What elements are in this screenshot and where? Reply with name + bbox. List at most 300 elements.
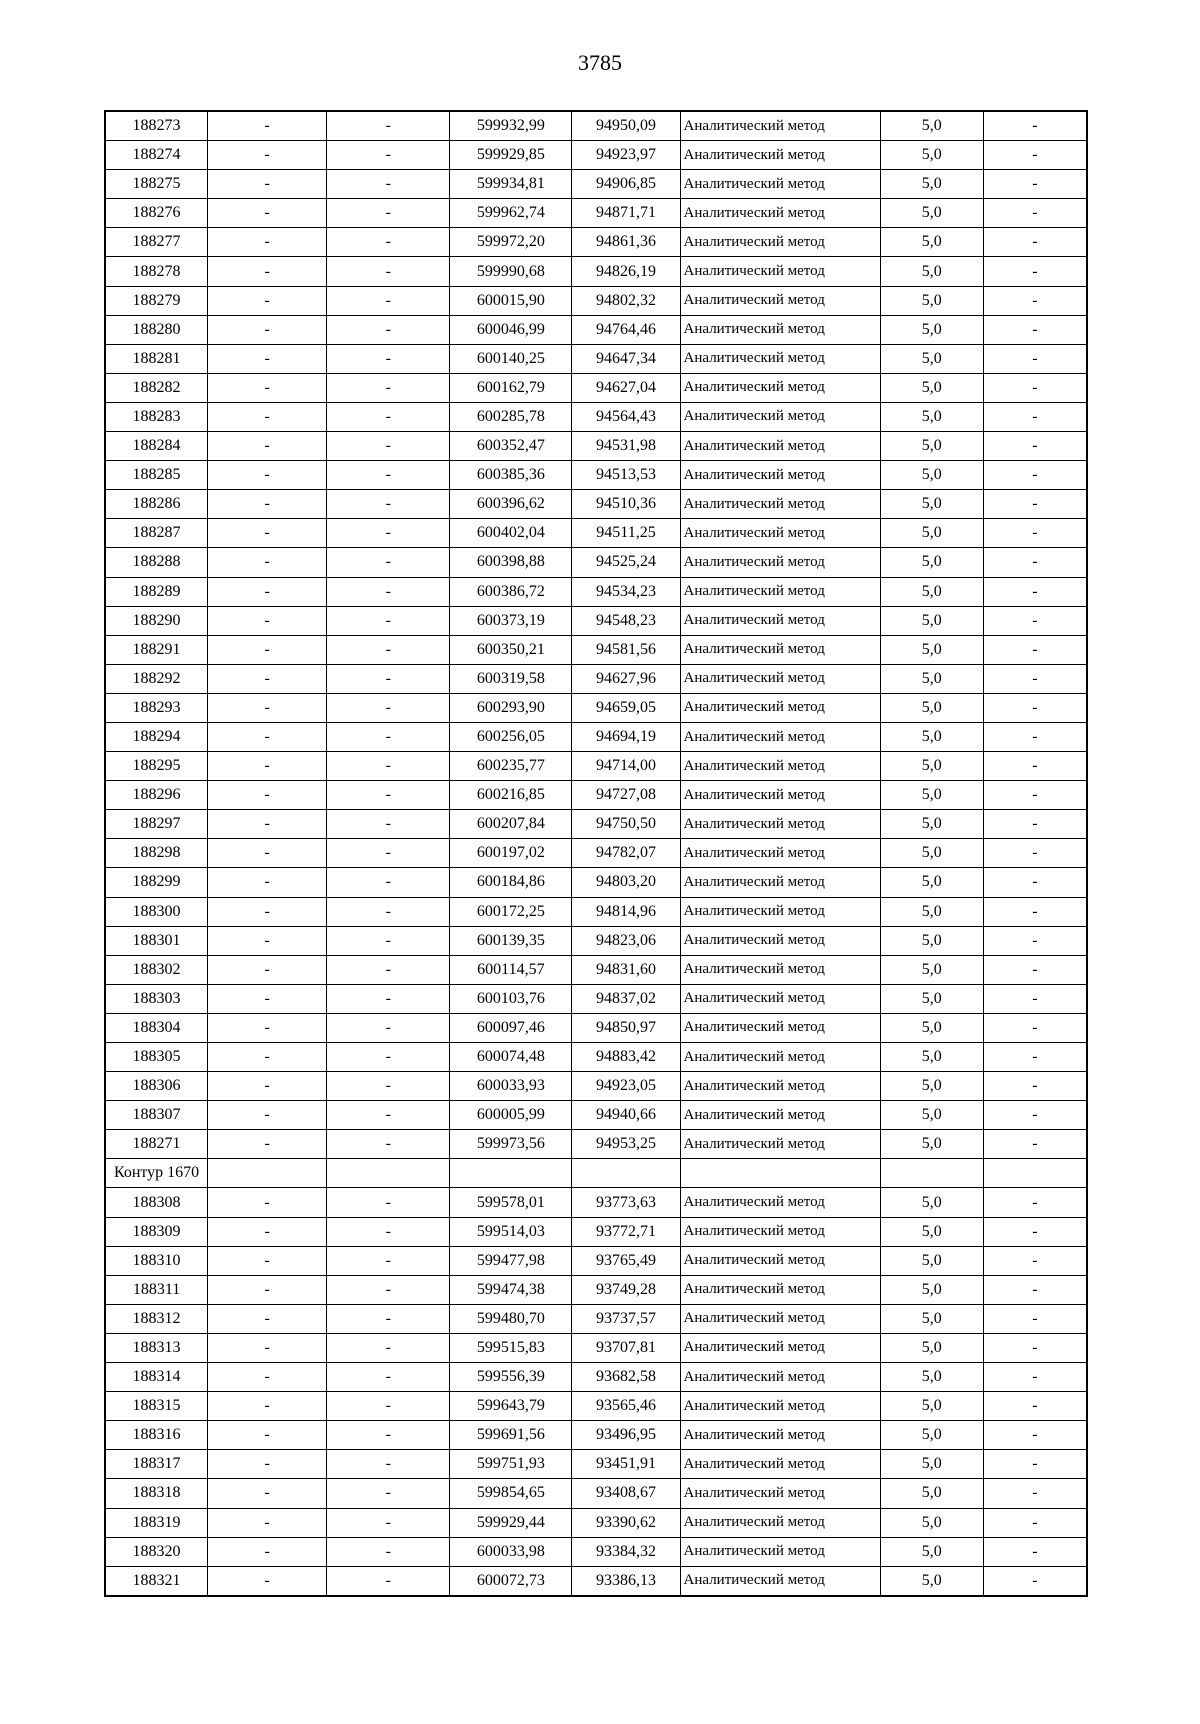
empty-cell <box>450 1159 572 1188</box>
point-id-cell: 188291 <box>105 635 208 664</box>
method-cell: Аналитический метод <box>680 1246 880 1275</box>
dash-cell: - <box>208 1275 327 1304</box>
dash-cell: - <box>208 1304 327 1333</box>
x-coordinate-cell: 600072,73 <box>450 1566 572 1596</box>
y-coordinate-cell: 93390,62 <box>572 1508 680 1537</box>
y-coordinate-cell: 94883,42 <box>572 1043 680 1072</box>
precision-cell: 5,0 <box>880 693 983 722</box>
x-coordinate-cell: 600352,47 <box>450 432 572 461</box>
dash-cell: - <box>208 286 327 315</box>
dash-cell: - <box>327 1304 450 1333</box>
dash-cell: - <box>327 490 450 519</box>
precision-cell: 5,0 <box>880 926 983 955</box>
y-coordinate-cell: 93384,32 <box>572 1537 680 1566</box>
dash-cell: - <box>327 984 450 1013</box>
dash-cell: - <box>983 897 1087 926</box>
x-coordinate-cell: 600398,88 <box>450 548 572 577</box>
dash-cell: - <box>327 1072 450 1101</box>
dash-cell: - <box>983 490 1087 519</box>
dash-cell: - <box>327 111 450 141</box>
y-coordinate-cell: 94923,97 <box>572 141 680 170</box>
precision-cell: 5,0 <box>880 1508 983 1537</box>
dash-cell: - <box>327 722 450 751</box>
method-cell: Аналитический метод <box>680 868 880 897</box>
x-coordinate-cell: 600285,78 <box>450 402 572 431</box>
dash-cell: - <box>327 810 450 839</box>
method-cell: Аналитический метод <box>680 286 880 315</box>
table-row <box>105 402 1087 431</box>
point-id-cell: 188311 <box>105 1275 208 1304</box>
point-id-cell: 188298 <box>105 839 208 868</box>
y-coordinate-cell: 94831,60 <box>572 955 680 984</box>
x-coordinate-cell: 600162,79 <box>450 373 572 402</box>
dash-cell: - <box>983 1304 1087 1333</box>
dash-cell: - <box>327 1101 450 1130</box>
method-cell: Аналитический метод <box>680 1537 880 1566</box>
precision-cell: 5,0 <box>880 897 983 926</box>
dash-cell: - <box>327 1363 450 1392</box>
table-row <box>105 839 1087 868</box>
table-row <box>105 111 1087 141</box>
precision-cell: 5,0 <box>880 722 983 751</box>
table-row <box>105 170 1087 199</box>
point-id-cell: 188319 <box>105 1508 208 1537</box>
point-id-cell: 188275 <box>105 170 208 199</box>
point-id-cell: 188316 <box>105 1421 208 1450</box>
x-coordinate-cell: 600033,98 <box>450 1537 572 1566</box>
dash-cell: - <box>208 781 327 810</box>
dash-cell: - <box>327 432 450 461</box>
table-row <box>105 722 1087 751</box>
precision-cell: 5,0 <box>880 286 983 315</box>
dash-cell: - <box>983 810 1087 839</box>
method-cell: Аналитический метод <box>680 606 880 635</box>
dash-cell: - <box>327 839 450 868</box>
y-coordinate-cell: 94750,50 <box>572 810 680 839</box>
x-coordinate-cell: 600256,05 <box>450 722 572 751</box>
dash-cell: - <box>983 955 1087 984</box>
y-coordinate-cell: 94802,32 <box>572 286 680 315</box>
dash-cell: - <box>327 519 450 548</box>
method-cell: Аналитический метод <box>680 490 880 519</box>
point-id-cell: 188312 <box>105 1304 208 1333</box>
dash-cell: - <box>208 111 327 141</box>
dash-cell: - <box>983 548 1087 577</box>
precision-cell: 5,0 <box>880 752 983 781</box>
dash-cell: - <box>208 752 327 781</box>
table-row <box>105 1246 1087 1275</box>
dash-cell: - <box>983 257 1087 286</box>
x-coordinate-cell: 600046,99 <box>450 315 572 344</box>
table-row <box>105 955 1087 984</box>
point-id-cell: 188305 <box>105 1043 208 1072</box>
point-id-cell: 188310 <box>105 1246 208 1275</box>
dash-cell: - <box>208 1421 327 1450</box>
x-coordinate-cell: 600103,76 <box>450 984 572 1013</box>
table-row <box>105 1188 1087 1217</box>
dash-cell: - <box>327 1130 450 1159</box>
dash-cell: - <box>208 344 327 373</box>
x-coordinate-cell: 599929,85 <box>450 141 572 170</box>
dash-cell: - <box>208 606 327 635</box>
table-row <box>105 228 1087 257</box>
precision-cell: 5,0 <box>880 1101 983 1130</box>
dash-cell: - <box>208 635 327 664</box>
x-coordinate-cell: 599514,03 <box>450 1217 572 1246</box>
y-coordinate-cell: 94871,71 <box>572 199 680 228</box>
section-label: Контур 1670 <box>105 1159 208 1188</box>
table-row <box>105 1333 1087 1362</box>
dash-cell: - <box>983 752 1087 781</box>
table-row <box>105 373 1087 402</box>
precision-cell: 5,0 <box>880 1043 983 1072</box>
point-id-cell: 188292 <box>105 664 208 693</box>
precision-cell: 5,0 <box>880 839 983 868</box>
dash-cell: - <box>208 664 327 693</box>
dash-cell: - <box>327 1275 450 1304</box>
x-coordinate-cell: 599474,38 <box>450 1275 572 1304</box>
precision-cell: 5,0 <box>880 461 983 490</box>
y-coordinate-cell: 94727,08 <box>572 781 680 810</box>
table-row <box>105 606 1087 635</box>
y-coordinate-cell: 93565,46 <box>572 1392 680 1421</box>
point-id-cell: 188296 <box>105 781 208 810</box>
precision-cell: 5,0 <box>880 1566 983 1596</box>
x-coordinate-cell: 599990,68 <box>450 257 572 286</box>
method-cell: Аналитический метод <box>680 781 880 810</box>
table-row <box>105 868 1087 897</box>
dash-cell: - <box>208 1392 327 1421</box>
dash-cell: - <box>208 461 327 490</box>
method-cell: Аналитический метод <box>680 839 880 868</box>
dash-cell: - <box>983 344 1087 373</box>
precision-cell: 5,0 <box>880 1246 983 1275</box>
table-row <box>105 1392 1087 1421</box>
table-row <box>105 1566 1087 1596</box>
dash-cell: - <box>983 141 1087 170</box>
point-id-cell: 188318 <box>105 1479 208 1508</box>
method-cell: Аналитический метод <box>680 1333 880 1362</box>
x-coordinate-cell: 600216,85 <box>450 781 572 810</box>
y-coordinate-cell: 94923,05 <box>572 1072 680 1101</box>
dash-cell: - <box>208 984 327 1013</box>
point-id-cell: 188285 <box>105 461 208 490</box>
point-id-cell: 188290 <box>105 606 208 635</box>
dash-cell: - <box>327 228 450 257</box>
y-coordinate-cell: 93707,81 <box>572 1333 680 1362</box>
precision-cell: 5,0 <box>880 955 983 984</box>
point-id-cell: 188293 <box>105 693 208 722</box>
x-coordinate-cell: 600114,57 <box>450 955 572 984</box>
dash-cell: - <box>327 1246 450 1275</box>
precision-cell: 5,0 <box>880 1421 983 1450</box>
method-cell: Аналитический метод <box>680 1508 880 1537</box>
dash-cell: - <box>983 1188 1087 1217</box>
table-row <box>105 1421 1087 1450</box>
table-row <box>105 461 1087 490</box>
dash-cell: - <box>983 1479 1087 1508</box>
method-cell: Аналитический метод <box>680 984 880 1013</box>
dash-cell: - <box>983 1130 1087 1159</box>
precision-cell: 5,0 <box>880 1217 983 1246</box>
precision-cell: 5,0 <box>880 490 983 519</box>
dash-cell: - <box>327 548 450 577</box>
precision-cell: 5,0 <box>880 519 983 548</box>
method-cell: Аналитический метод <box>680 1217 880 1246</box>
precision-cell: 5,0 <box>880 199 983 228</box>
dash-cell: - <box>208 1450 327 1479</box>
x-coordinate-cell: 600319,58 <box>450 664 572 693</box>
dash-cell: - <box>327 257 450 286</box>
y-coordinate-cell: 93772,71 <box>572 1217 680 1246</box>
dash-cell: - <box>983 984 1087 1013</box>
precision-cell: 5,0 <box>880 868 983 897</box>
y-coordinate-cell: 94953,25 <box>572 1130 680 1159</box>
x-coordinate-cell: 599934,81 <box>450 170 572 199</box>
method-cell: Аналитический метод <box>680 1304 880 1333</box>
precision-cell: 5,0 <box>880 402 983 431</box>
dash-cell: - <box>983 606 1087 635</box>
point-id-cell: 188308 <box>105 1188 208 1217</box>
dash-cell: - <box>327 1013 450 1042</box>
dash-cell: - <box>983 1333 1087 1362</box>
empty-cell <box>680 1159 880 1188</box>
table-row <box>105 519 1087 548</box>
y-coordinate-cell: 93765,49 <box>572 1246 680 1275</box>
table-row <box>105 984 1087 1013</box>
method-cell: Аналитический метод <box>680 1566 880 1596</box>
method-cell: Аналитический метод <box>680 926 880 955</box>
dash-cell: - <box>208 1479 327 1508</box>
table-row <box>105 926 1087 955</box>
precision-cell: 5,0 <box>880 257 983 286</box>
x-coordinate-cell: 600350,21 <box>450 635 572 664</box>
y-coordinate-cell: 94513,53 <box>572 461 680 490</box>
y-coordinate-cell: 94548,23 <box>572 606 680 635</box>
method-cell: Аналитический метод <box>680 1013 880 1042</box>
y-coordinate-cell: 94534,23 <box>572 577 680 606</box>
method-cell: Аналитический метод <box>680 141 880 170</box>
dash-cell: - <box>208 228 327 257</box>
dash-cell: - <box>208 1217 327 1246</box>
dash-cell: - <box>327 1421 450 1450</box>
method-cell: Аналитический метод <box>680 1101 880 1130</box>
dash-cell: - <box>983 111 1087 141</box>
point-id-cell: 188317 <box>105 1450 208 1479</box>
coordinates-table <box>104 110 1088 1597</box>
table-row <box>105 1130 1087 1159</box>
precision-cell: 5,0 <box>880 664 983 693</box>
x-coordinate-cell: 599643,79 <box>450 1392 572 1421</box>
dash-cell: - <box>327 199 450 228</box>
x-coordinate-cell: 600385,36 <box>450 461 572 490</box>
dash-cell: - <box>327 1188 450 1217</box>
dash-cell: - <box>208 402 327 431</box>
x-coordinate-cell: 599751,93 <box>450 1450 572 1479</box>
x-coordinate-cell: 599480,70 <box>450 1304 572 1333</box>
dash-cell: - <box>983 1421 1087 1450</box>
method-cell: Аналитический метод <box>680 1479 880 1508</box>
table-row <box>105 693 1087 722</box>
dash-cell: - <box>983 1013 1087 1042</box>
dash-cell: - <box>983 402 1087 431</box>
x-coordinate-cell: 600386,72 <box>450 577 572 606</box>
y-coordinate-cell: 94861,36 <box>572 228 680 257</box>
y-coordinate-cell: 94511,25 <box>572 519 680 548</box>
dash-cell: - <box>208 897 327 926</box>
point-id-cell: 188283 <box>105 402 208 431</box>
dash-cell: - <box>983 1537 1087 1566</box>
dash-cell: - <box>983 781 1087 810</box>
dash-cell: - <box>983 228 1087 257</box>
y-coordinate-cell: 94850,97 <box>572 1013 680 1042</box>
method-cell: Аналитический метод <box>680 402 880 431</box>
method-cell: Аналитический метод <box>680 664 880 693</box>
method-cell: Аналитический метод <box>680 897 880 926</box>
method-cell: Аналитический метод <box>680 461 880 490</box>
method-cell: Аналитический метод <box>680 315 880 344</box>
x-coordinate-cell: 600235,77 <box>450 752 572 781</box>
point-id-cell: 188307 <box>105 1101 208 1130</box>
x-coordinate-cell: 600172,25 <box>450 897 572 926</box>
section-row <box>105 1159 1087 1188</box>
y-coordinate-cell: 94581,56 <box>572 635 680 664</box>
method-cell: Аналитический метод <box>680 344 880 373</box>
precision-cell: 5,0 <box>880 1363 983 1392</box>
x-coordinate-cell: 599854,65 <box>450 1479 572 1508</box>
dash-cell: - <box>208 257 327 286</box>
dash-cell: - <box>327 1217 450 1246</box>
precision-cell: 5,0 <box>880 1392 983 1421</box>
method-cell: Аналитический метод <box>680 1421 880 1450</box>
method-cell: Аналитический метод <box>680 519 880 548</box>
x-coordinate-cell: 599477,98 <box>450 1246 572 1275</box>
y-coordinate-cell: 94714,00 <box>572 752 680 781</box>
dash-cell: - <box>983 432 1087 461</box>
precision-cell: 5,0 <box>880 1013 983 1042</box>
x-coordinate-cell: 599578,01 <box>450 1188 572 1217</box>
point-id-cell: 188304 <box>105 1013 208 1042</box>
y-coordinate-cell: 94764,46 <box>572 315 680 344</box>
x-coordinate-cell: 600015,90 <box>450 286 572 315</box>
precision-cell: 5,0 <box>880 1450 983 1479</box>
table-row <box>105 752 1087 781</box>
y-coordinate-cell: 94906,85 <box>572 170 680 199</box>
dash-cell: - <box>327 286 450 315</box>
dash-cell: - <box>208 1043 327 1072</box>
dash-cell: - <box>208 199 327 228</box>
table-row <box>105 1304 1087 1333</box>
point-id-cell: 188295 <box>105 752 208 781</box>
point-id-cell: 188289 <box>105 577 208 606</box>
dash-cell: - <box>327 141 450 170</box>
precision-cell: 5,0 <box>880 228 983 257</box>
precision-cell: 5,0 <box>880 548 983 577</box>
precision-cell: 5,0 <box>880 1188 983 1217</box>
dash-cell: - <box>983 1450 1087 1479</box>
dash-cell: - <box>327 693 450 722</box>
point-id-cell: 188315 <box>105 1392 208 1421</box>
dash-cell: - <box>208 1101 327 1130</box>
dash-cell: - <box>983 315 1087 344</box>
x-coordinate-cell: 600139,35 <box>450 926 572 955</box>
y-coordinate-cell: 93408,67 <box>572 1479 680 1508</box>
dash-cell: - <box>208 577 327 606</box>
dash-cell: - <box>327 664 450 693</box>
y-coordinate-cell: 93451,91 <box>572 1450 680 1479</box>
x-coordinate-cell: 599932,99 <box>450 111 572 141</box>
dash-cell: - <box>983 461 1087 490</box>
dash-cell: - <box>983 1246 1087 1275</box>
dash-cell: - <box>327 781 450 810</box>
precision-cell: 5,0 <box>880 1537 983 1566</box>
precision-cell: 5,0 <box>880 170 983 199</box>
point-id-cell: 188302 <box>105 955 208 984</box>
point-id-cell: 188287 <box>105 519 208 548</box>
precision-cell: 5,0 <box>880 315 983 344</box>
dash-cell: - <box>327 1450 450 1479</box>
dash-cell: - <box>327 955 450 984</box>
table-row <box>105 432 1087 461</box>
method-cell: Аналитический метод <box>680 693 880 722</box>
dash-cell: - <box>327 1508 450 1537</box>
precision-cell: 5,0 <box>880 984 983 1013</box>
dash-cell: - <box>208 1013 327 1042</box>
y-coordinate-cell: 94510,36 <box>572 490 680 519</box>
method-cell: Аналитический метод <box>680 548 880 577</box>
point-id-cell: 188281 <box>105 344 208 373</box>
point-id-cell: 188294 <box>105 722 208 751</box>
method-cell: Аналитический метод <box>680 373 880 402</box>
point-id-cell: 188297 <box>105 810 208 839</box>
dash-cell: - <box>983 199 1087 228</box>
dash-cell: - <box>208 1508 327 1537</box>
method-cell: Аналитический метод <box>680 1275 880 1304</box>
precision-cell: 5,0 <box>880 141 983 170</box>
table-row <box>105 1479 1087 1508</box>
dash-cell: - <box>327 868 450 897</box>
point-id-cell: 188309 <box>105 1217 208 1246</box>
point-id-cell: 188280 <box>105 315 208 344</box>
empty-cell <box>208 1159 327 1188</box>
table-body <box>105 111 1087 1596</box>
y-coordinate-cell: 94837,02 <box>572 984 680 1013</box>
dash-cell: - <box>327 1392 450 1421</box>
empty-cell <box>572 1159 680 1188</box>
x-coordinate-cell: 600033,93 <box>450 1072 572 1101</box>
dash-cell: - <box>327 461 450 490</box>
dash-cell: - <box>327 752 450 781</box>
dash-cell: - <box>983 1043 1087 1072</box>
table-row <box>105 1363 1087 1392</box>
dash-cell: - <box>208 693 327 722</box>
method-cell: Аналитический метод <box>680 752 880 781</box>
point-id-cell: 188300 <box>105 897 208 926</box>
dash-cell: - <box>327 897 450 926</box>
y-coordinate-cell: 94814,96 <box>572 897 680 926</box>
point-id-cell: 188301 <box>105 926 208 955</box>
dash-cell: - <box>983 170 1087 199</box>
point-id-cell: 188314 <box>105 1363 208 1392</box>
method-cell: Аналитический метод <box>680 111 880 141</box>
table-row <box>105 344 1087 373</box>
precision-cell: 5,0 <box>880 344 983 373</box>
point-id-cell: 188284 <box>105 432 208 461</box>
table-row <box>105 1508 1087 1537</box>
method-cell: Аналитический метод <box>680 1130 880 1159</box>
dash-cell: - <box>327 1566 450 1596</box>
method-cell: Аналитический метод <box>680 955 880 984</box>
